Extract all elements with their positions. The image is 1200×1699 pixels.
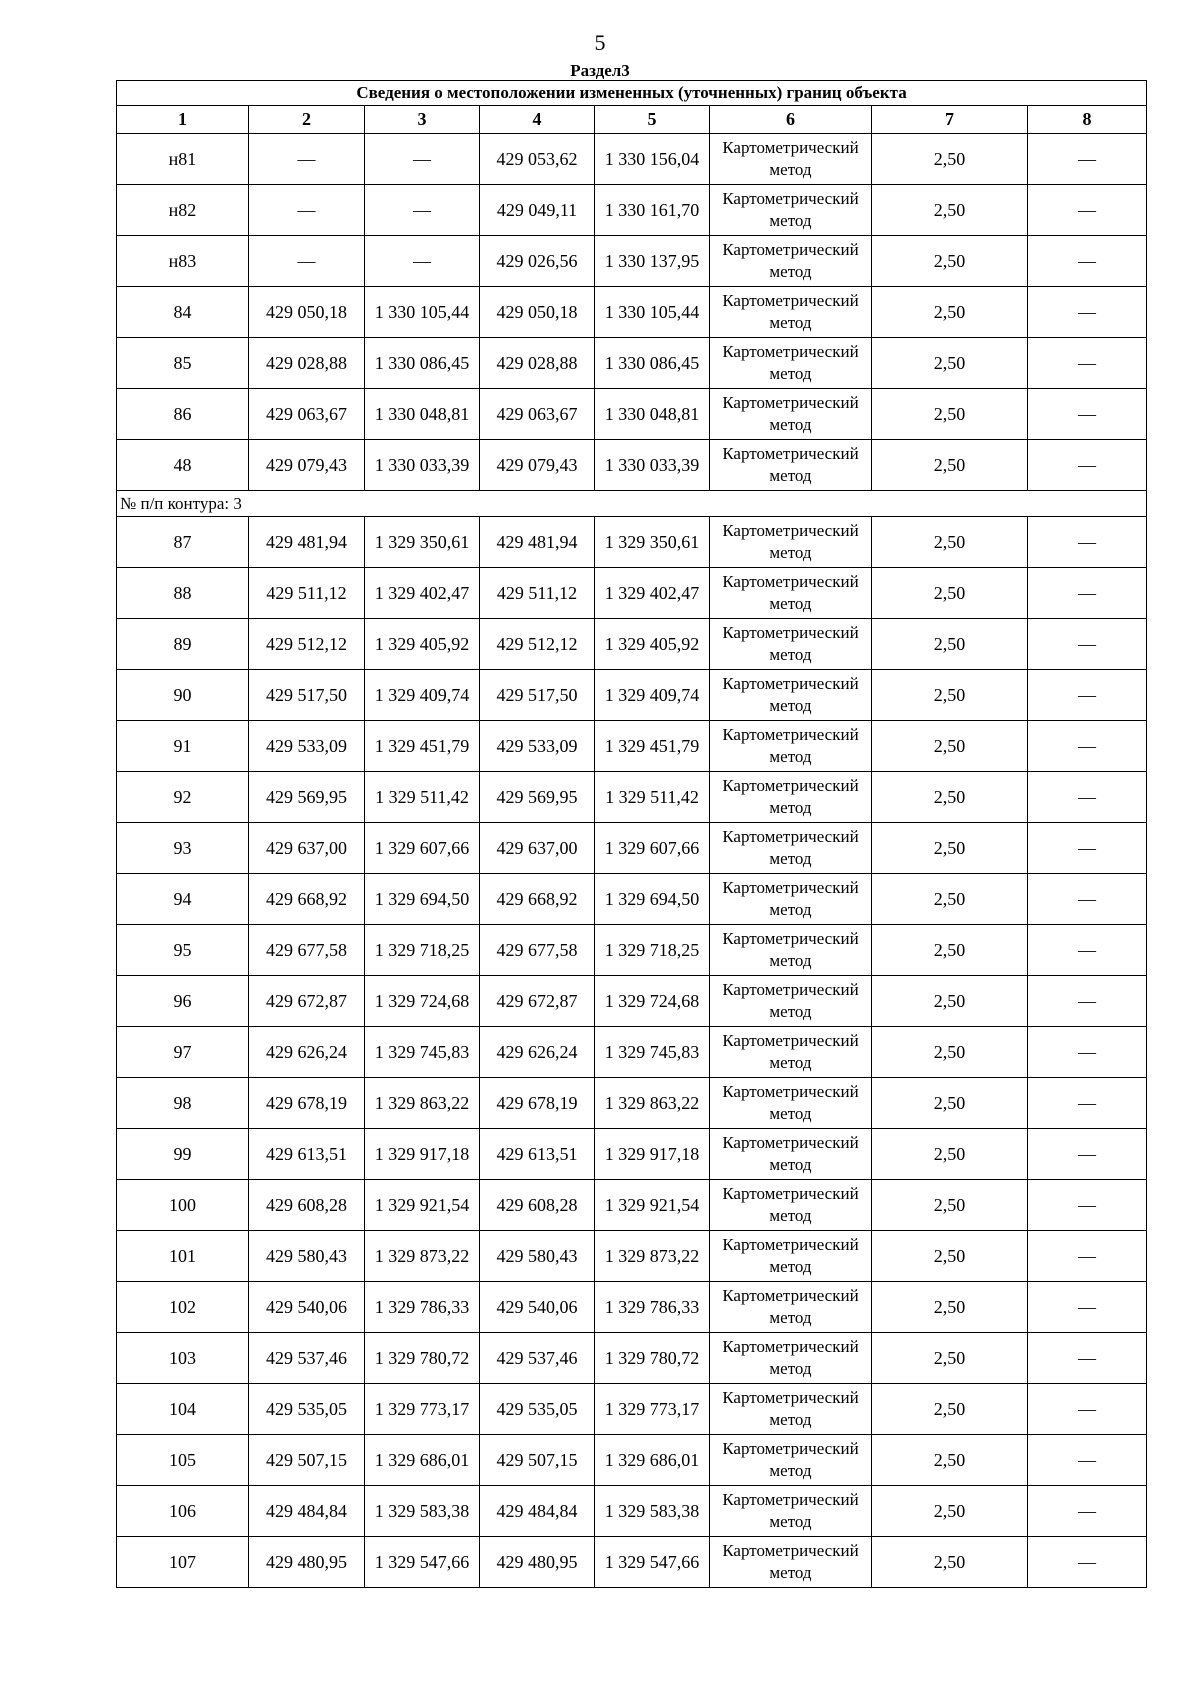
table-cell: 429 517,50 bbox=[249, 670, 365, 721]
table-cell: 429 608,28 bbox=[480, 1180, 595, 1231]
table-cell: 88 bbox=[117, 568, 249, 619]
table-cell: — bbox=[1028, 338, 1147, 389]
table-row bbox=[117, 338, 1147, 389]
table-cell: 429 511,12 bbox=[249, 568, 365, 619]
table-cell: 98 bbox=[117, 1078, 249, 1129]
table-cell: 1 329 405,92 bbox=[365, 619, 480, 670]
table-cell: 1 329 409,74 bbox=[595, 670, 710, 721]
table-cell: 1 329 405,92 bbox=[595, 619, 710, 670]
table-cell: — bbox=[1028, 772, 1147, 823]
table-cell: 1 329 786,33 bbox=[595, 1282, 710, 1333]
table-cell: 97 bbox=[117, 1027, 249, 1078]
table-cell: — bbox=[1028, 287, 1147, 338]
table-cell: 1 329 583,38 bbox=[365, 1486, 480, 1537]
table-row bbox=[117, 1435, 1147, 1486]
table-cell: 87 bbox=[117, 517, 249, 568]
table-cell: 1 330 086,45 bbox=[365, 338, 480, 389]
table-cell: — bbox=[1028, 925, 1147, 976]
table-row bbox=[117, 619, 1147, 670]
table-cell: 2,50 bbox=[872, 1486, 1028, 1537]
table-cell: — bbox=[1028, 1129, 1147, 1180]
table-cell: 429 626,24 bbox=[480, 1027, 595, 1078]
table-cell: — bbox=[365, 236, 480, 287]
table-cell: 99 bbox=[117, 1129, 249, 1180]
table-cell: 429 053,62 bbox=[480, 134, 595, 185]
table-cell: 429 517,50 bbox=[480, 670, 595, 721]
column-header: 1 bbox=[117, 106, 249, 134]
table-cell: — bbox=[1028, 976, 1147, 1027]
table-cell: — bbox=[1028, 1537, 1147, 1588]
table-cell: — bbox=[249, 185, 365, 236]
table-row bbox=[117, 287, 1147, 338]
table-cell: 429 028,88 bbox=[480, 338, 595, 389]
table-cell: 2,50 bbox=[872, 1027, 1028, 1078]
method-cell: Картометрический метод bbox=[710, 1384, 872, 1435]
method-cell: Картометрический метод bbox=[710, 1129, 872, 1180]
table-cell: 429 537,46 bbox=[480, 1333, 595, 1384]
table-cell: 1 329 607,66 bbox=[595, 823, 710, 874]
table-cell: 429 677,58 bbox=[249, 925, 365, 976]
table-cell: 2,50 bbox=[872, 721, 1028, 772]
table-cell: 429 484,84 bbox=[249, 1486, 365, 1537]
table-cell: 2,50 bbox=[872, 1231, 1028, 1282]
table-cell: 429 535,05 bbox=[480, 1384, 595, 1435]
table-cell: 91 bbox=[117, 721, 249, 772]
table-cell: 106 bbox=[117, 1486, 249, 1537]
table-cell: — bbox=[249, 236, 365, 287]
table-body bbox=[117, 81, 1147, 1588]
table-cell: 429 672,87 bbox=[480, 976, 595, 1027]
table-cell: 1 329 863,22 bbox=[365, 1078, 480, 1129]
table-cell: — bbox=[365, 185, 480, 236]
table-cell: 1 329 724,68 bbox=[365, 976, 480, 1027]
column-header: 4 bbox=[480, 106, 595, 134]
table-cell: 429 672,87 bbox=[249, 976, 365, 1027]
table-cell: 1 330 048,81 bbox=[365, 389, 480, 440]
table-cell: 94 bbox=[117, 874, 249, 925]
table-cell: 2,50 bbox=[872, 772, 1028, 823]
table-cell: 429 580,43 bbox=[249, 1231, 365, 1282]
table-cell: 1 329 511,42 bbox=[595, 772, 710, 823]
table-cell: 102 bbox=[117, 1282, 249, 1333]
table-cell: 1 329 686,01 bbox=[365, 1435, 480, 1486]
table-cell: 1 329 773,17 bbox=[365, 1384, 480, 1435]
table-cell: 429 533,09 bbox=[480, 721, 595, 772]
table-cell: 2,50 bbox=[872, 1180, 1028, 1231]
table-cell: — bbox=[1028, 823, 1147, 874]
table-cell: 1 329 773,17 bbox=[595, 1384, 710, 1435]
table-cell: 85 bbox=[117, 338, 249, 389]
method-cell: Картометрический метод bbox=[710, 925, 872, 976]
method-cell: Картометрический метод bbox=[710, 823, 872, 874]
table-cell: 2,50 bbox=[872, 568, 1028, 619]
table-cell: 2,50 bbox=[872, 236, 1028, 287]
table-cell: 1 330 137,95 bbox=[595, 236, 710, 287]
method-cell: Картометрический метод bbox=[710, 976, 872, 1027]
table-cell: 1 329 694,50 bbox=[365, 874, 480, 925]
table-cell: — bbox=[1028, 134, 1147, 185]
method-cell: Картометрический метод bbox=[710, 1282, 872, 1333]
table-cell: 1 330 033,39 bbox=[365, 440, 480, 491]
table-cell: 429 678,19 bbox=[480, 1078, 595, 1129]
method-cell: Картометрический метод bbox=[710, 1180, 872, 1231]
table-cell: 2,50 bbox=[872, 1129, 1028, 1180]
table-cell: 86 bbox=[117, 389, 249, 440]
table-cell: 1 330 105,44 bbox=[365, 287, 480, 338]
contour-row bbox=[117, 491, 1147, 517]
table-row bbox=[117, 1282, 1147, 1333]
table-cell: 1 329 583,38 bbox=[595, 1486, 710, 1537]
table-row bbox=[117, 874, 1147, 925]
table-header-row bbox=[117, 106, 1147, 134]
table-cell: 1 329 745,83 bbox=[365, 1027, 480, 1078]
method-cell: Картометрический метод bbox=[710, 1435, 872, 1486]
table-cell: 429 480,95 bbox=[249, 1537, 365, 1588]
table-cell: 93 bbox=[117, 823, 249, 874]
table-row bbox=[117, 134, 1147, 185]
table-cell: 1 329 780,72 bbox=[365, 1333, 480, 1384]
table-cell: 429 079,43 bbox=[249, 440, 365, 491]
table-row bbox=[117, 440, 1147, 491]
table-cell: 429 079,43 bbox=[480, 440, 595, 491]
table-cell: 429 063,67 bbox=[249, 389, 365, 440]
table-cell: 1 329 451,79 bbox=[595, 721, 710, 772]
table-cell: 2,50 bbox=[872, 823, 1028, 874]
table-cell: 107 bbox=[117, 1537, 249, 1588]
method-cell: Картометрический метод bbox=[710, 568, 872, 619]
table-cell: 1 330 033,39 bbox=[595, 440, 710, 491]
table-cell: 1 329 863,22 bbox=[595, 1078, 710, 1129]
table-cell: 104 bbox=[117, 1384, 249, 1435]
table-cell: — bbox=[1028, 568, 1147, 619]
table-cell: н81 bbox=[117, 134, 249, 185]
table-cell: 96 bbox=[117, 976, 249, 1027]
table-cell: — bbox=[1028, 185, 1147, 236]
table-cell: 2,50 bbox=[872, 185, 1028, 236]
method-cell: Картометрический метод bbox=[710, 1537, 872, 1588]
table-cell: 1 329 607,66 bbox=[365, 823, 480, 874]
table-cell: 429 028,88 bbox=[249, 338, 365, 389]
table-cell: 2,50 bbox=[872, 517, 1028, 568]
table-cell: н82 bbox=[117, 185, 249, 236]
table-cell: 429 507,15 bbox=[249, 1435, 365, 1486]
table-cell: 2,50 bbox=[872, 1282, 1028, 1333]
column-header: 5 bbox=[595, 106, 710, 134]
table-cell: — bbox=[1028, 1282, 1147, 1333]
table-cell: 2,50 bbox=[872, 338, 1028, 389]
table-cell: 429 512,12 bbox=[249, 619, 365, 670]
table-row bbox=[117, 1384, 1147, 1435]
table-cell: 2,50 bbox=[872, 1435, 1028, 1486]
table-cell: 1 329 402,47 bbox=[595, 568, 710, 619]
table-cell: 2,50 bbox=[872, 619, 1028, 670]
table-cell: 2,50 bbox=[872, 1078, 1028, 1129]
table-cell: 429 677,58 bbox=[480, 925, 595, 976]
table-cell: 429 637,00 bbox=[249, 823, 365, 874]
column-header: 8 bbox=[1028, 106, 1147, 134]
table-cell: 2,50 bbox=[872, 389, 1028, 440]
table-row bbox=[117, 772, 1147, 823]
table-cell: 2,50 bbox=[872, 1384, 1028, 1435]
table-cell: 1 329 402,47 bbox=[365, 568, 480, 619]
table-cell: 429 540,06 bbox=[249, 1282, 365, 1333]
table-cell: 1 329 694,50 bbox=[595, 874, 710, 925]
table-cell: 429 613,51 bbox=[480, 1129, 595, 1180]
table-cell: — bbox=[1028, 874, 1147, 925]
table-cell: 1 329 873,22 bbox=[365, 1231, 480, 1282]
table-cell: 1 329 547,66 bbox=[595, 1537, 710, 1588]
table-cell: 1 330 048,81 bbox=[595, 389, 710, 440]
table-row bbox=[117, 1129, 1147, 1180]
method-cell: Картометрический метод bbox=[710, 772, 872, 823]
method-cell: Картометрический метод bbox=[710, 874, 872, 925]
method-cell: Картометрический метод bbox=[710, 389, 872, 440]
table-cell: 2,50 bbox=[872, 134, 1028, 185]
table-cell: 1 329 921,54 bbox=[365, 1180, 480, 1231]
table-cell: н83 bbox=[117, 236, 249, 287]
table-cell: 1 329 718,25 bbox=[595, 925, 710, 976]
table-cell: 429 049,11 bbox=[480, 185, 595, 236]
table-cell: 84 bbox=[117, 287, 249, 338]
table-cell: — bbox=[1028, 236, 1147, 287]
table-cell: — bbox=[1028, 440, 1147, 491]
method-cell: Картометрический метод bbox=[710, 1231, 872, 1282]
section-title: Раздел3 bbox=[570, 61, 630, 80]
table-cell: — bbox=[1028, 1027, 1147, 1078]
table-caption-row bbox=[117, 81, 1147, 106]
column-header: 7 bbox=[872, 106, 1028, 134]
table-row bbox=[117, 185, 1147, 236]
table-row bbox=[117, 568, 1147, 619]
table-cell: — bbox=[365, 134, 480, 185]
table-cell: 1 329 917,18 bbox=[595, 1129, 710, 1180]
table-cell: 1 329 451,79 bbox=[365, 721, 480, 772]
table-cell: 429 063,67 bbox=[480, 389, 595, 440]
table-cell: — bbox=[1028, 1435, 1147, 1486]
table-cell: 429 569,95 bbox=[480, 772, 595, 823]
table-cell: 2,50 bbox=[872, 1333, 1028, 1384]
method-cell: Картометрический метод bbox=[710, 440, 872, 491]
table-row bbox=[117, 1180, 1147, 1231]
method-cell: Картометрический метод bbox=[710, 1486, 872, 1537]
table-row bbox=[117, 976, 1147, 1027]
table-cell: 1 329 718,25 bbox=[365, 925, 480, 976]
method-cell: Картометрический метод bbox=[710, 1078, 872, 1129]
table-row bbox=[117, 670, 1147, 721]
table-cell: 429 481,94 bbox=[249, 517, 365, 568]
table-cell: 90 bbox=[117, 670, 249, 721]
table-cell: 2,50 bbox=[872, 440, 1028, 491]
table-cell: 429 481,94 bbox=[480, 517, 595, 568]
table-cell: 429 569,95 bbox=[249, 772, 365, 823]
table-cell: 429 507,15 bbox=[480, 1435, 595, 1486]
table-cell: — bbox=[1028, 670, 1147, 721]
table-cell: 105 bbox=[117, 1435, 249, 1486]
table-cell: 2,50 bbox=[872, 670, 1028, 721]
table-cell: 429 613,51 bbox=[249, 1129, 365, 1180]
table-cell: — bbox=[1028, 1231, 1147, 1282]
table-row bbox=[117, 1486, 1147, 1537]
table-cell: 95 bbox=[117, 925, 249, 976]
method-cell: Картометрический метод bbox=[710, 338, 872, 389]
table-cell: 429 626,24 bbox=[249, 1027, 365, 1078]
table-cell: — bbox=[1028, 1180, 1147, 1231]
table-cell: 1 330 161,70 bbox=[595, 185, 710, 236]
table-cell: 1 329 917,18 bbox=[365, 1129, 480, 1180]
column-header: 6 bbox=[710, 106, 872, 134]
table-cell: 89 bbox=[117, 619, 249, 670]
table-cell: 1 329 780,72 bbox=[595, 1333, 710, 1384]
table-cell: — bbox=[1028, 389, 1147, 440]
table-cell: 429 608,28 bbox=[249, 1180, 365, 1231]
table-row bbox=[117, 823, 1147, 874]
table-cell: 429 050,18 bbox=[249, 287, 365, 338]
table-row bbox=[117, 236, 1147, 287]
table-cell: 1 329 786,33 bbox=[365, 1282, 480, 1333]
table-cell: 1 330 105,44 bbox=[595, 287, 710, 338]
table-row bbox=[117, 721, 1147, 772]
table-cell: 92 bbox=[117, 772, 249, 823]
table-cell: 429 637,00 bbox=[480, 823, 595, 874]
table-row bbox=[117, 1333, 1147, 1384]
table-cell: 1 329 511,42 bbox=[365, 772, 480, 823]
table-cell: 48 bbox=[117, 440, 249, 491]
table-cell: — bbox=[1028, 1384, 1147, 1435]
table-cell: 2,50 bbox=[872, 874, 1028, 925]
table-cell: 1 329 745,83 bbox=[595, 1027, 710, 1078]
table-cell: 2,50 bbox=[872, 1537, 1028, 1588]
method-cell: Картометрический метод bbox=[710, 236, 872, 287]
table-cell: 429 533,09 bbox=[249, 721, 365, 772]
table-cell: 100 bbox=[117, 1180, 249, 1231]
table-cell: 429 678,19 bbox=[249, 1078, 365, 1129]
table-cell: — bbox=[1028, 517, 1147, 568]
table-cell: 1 330 086,45 bbox=[595, 338, 710, 389]
table-cell: — bbox=[1028, 721, 1147, 772]
method-cell: Картометрический метод bbox=[710, 287, 872, 338]
column-header: 2 bbox=[249, 106, 365, 134]
table-cell: 2,50 bbox=[872, 976, 1028, 1027]
table-cell: 429 511,12 bbox=[480, 568, 595, 619]
table-cell: 1 329 686,01 bbox=[595, 1435, 710, 1486]
table-cell: 101 bbox=[117, 1231, 249, 1282]
table-row bbox=[117, 925, 1147, 976]
table-cell: 429 580,43 bbox=[480, 1231, 595, 1282]
table-cell: 1 329 724,68 bbox=[595, 976, 710, 1027]
table-cell: 1 329 921,54 bbox=[595, 1180, 710, 1231]
table-cell: 429 668,92 bbox=[480, 874, 595, 925]
table-cell: — bbox=[249, 134, 365, 185]
method-cell: Картометрический метод bbox=[710, 185, 872, 236]
table-cell: 2,50 bbox=[872, 287, 1028, 338]
table-caption: Сведения о местоположении измененных (уточненных) границ объекта bbox=[117, 81, 1147, 106]
table-cell: 103 bbox=[117, 1333, 249, 1384]
method-cell: Картометрический метод bbox=[710, 517, 872, 568]
table-cell: 1 330 156,04 bbox=[595, 134, 710, 185]
method-cell: Картометрический метод bbox=[710, 1333, 872, 1384]
table-cell: 1 329 409,74 bbox=[365, 670, 480, 721]
column-header: 3 bbox=[365, 106, 480, 134]
table-cell: 429 512,12 bbox=[480, 619, 595, 670]
table-cell: — bbox=[1028, 1333, 1147, 1384]
table-row bbox=[117, 1027, 1147, 1078]
table-cell: 429 668,92 bbox=[249, 874, 365, 925]
method-cell: Картометрический метод bbox=[710, 134, 872, 185]
method-cell: Картометрический метод bbox=[710, 670, 872, 721]
table-cell: 429 537,46 bbox=[249, 1333, 365, 1384]
table-cell: 1 329 547,66 bbox=[365, 1537, 480, 1588]
table-row bbox=[117, 517, 1147, 568]
method-cell: Картометрический метод bbox=[710, 721, 872, 772]
table-cell: — bbox=[1028, 1486, 1147, 1537]
table-cell: 429 540,06 bbox=[480, 1282, 595, 1333]
table-cell: 429 050,18 bbox=[480, 287, 595, 338]
table-cell: 429 535,05 bbox=[249, 1384, 365, 1435]
table-cell: 1 329 350,61 bbox=[595, 517, 710, 568]
table-cell: 429 484,84 bbox=[480, 1486, 595, 1537]
table-cell: — bbox=[1028, 619, 1147, 670]
table-cell: 2,50 bbox=[872, 925, 1028, 976]
boundary-coordinates-table bbox=[116, 80, 1147, 1588]
table-row bbox=[117, 1537, 1147, 1588]
table-cell: — bbox=[1028, 1078, 1147, 1129]
page-number: 5 bbox=[594, 30, 606, 55]
table-cell: 1 329 873,22 bbox=[595, 1231, 710, 1282]
table-cell: 429 480,95 bbox=[480, 1537, 595, 1588]
table-cell: 429 026,56 bbox=[480, 236, 595, 287]
contour-label: № п/п контура: 3 bbox=[117, 491, 1147, 517]
table-row bbox=[117, 1231, 1147, 1282]
method-cell: Картометрический метод bbox=[710, 619, 872, 670]
method-cell: Картометрический метод bbox=[710, 1027, 872, 1078]
table-row bbox=[117, 389, 1147, 440]
table-row bbox=[117, 1078, 1147, 1129]
table-cell: 1 329 350,61 bbox=[365, 517, 480, 568]
